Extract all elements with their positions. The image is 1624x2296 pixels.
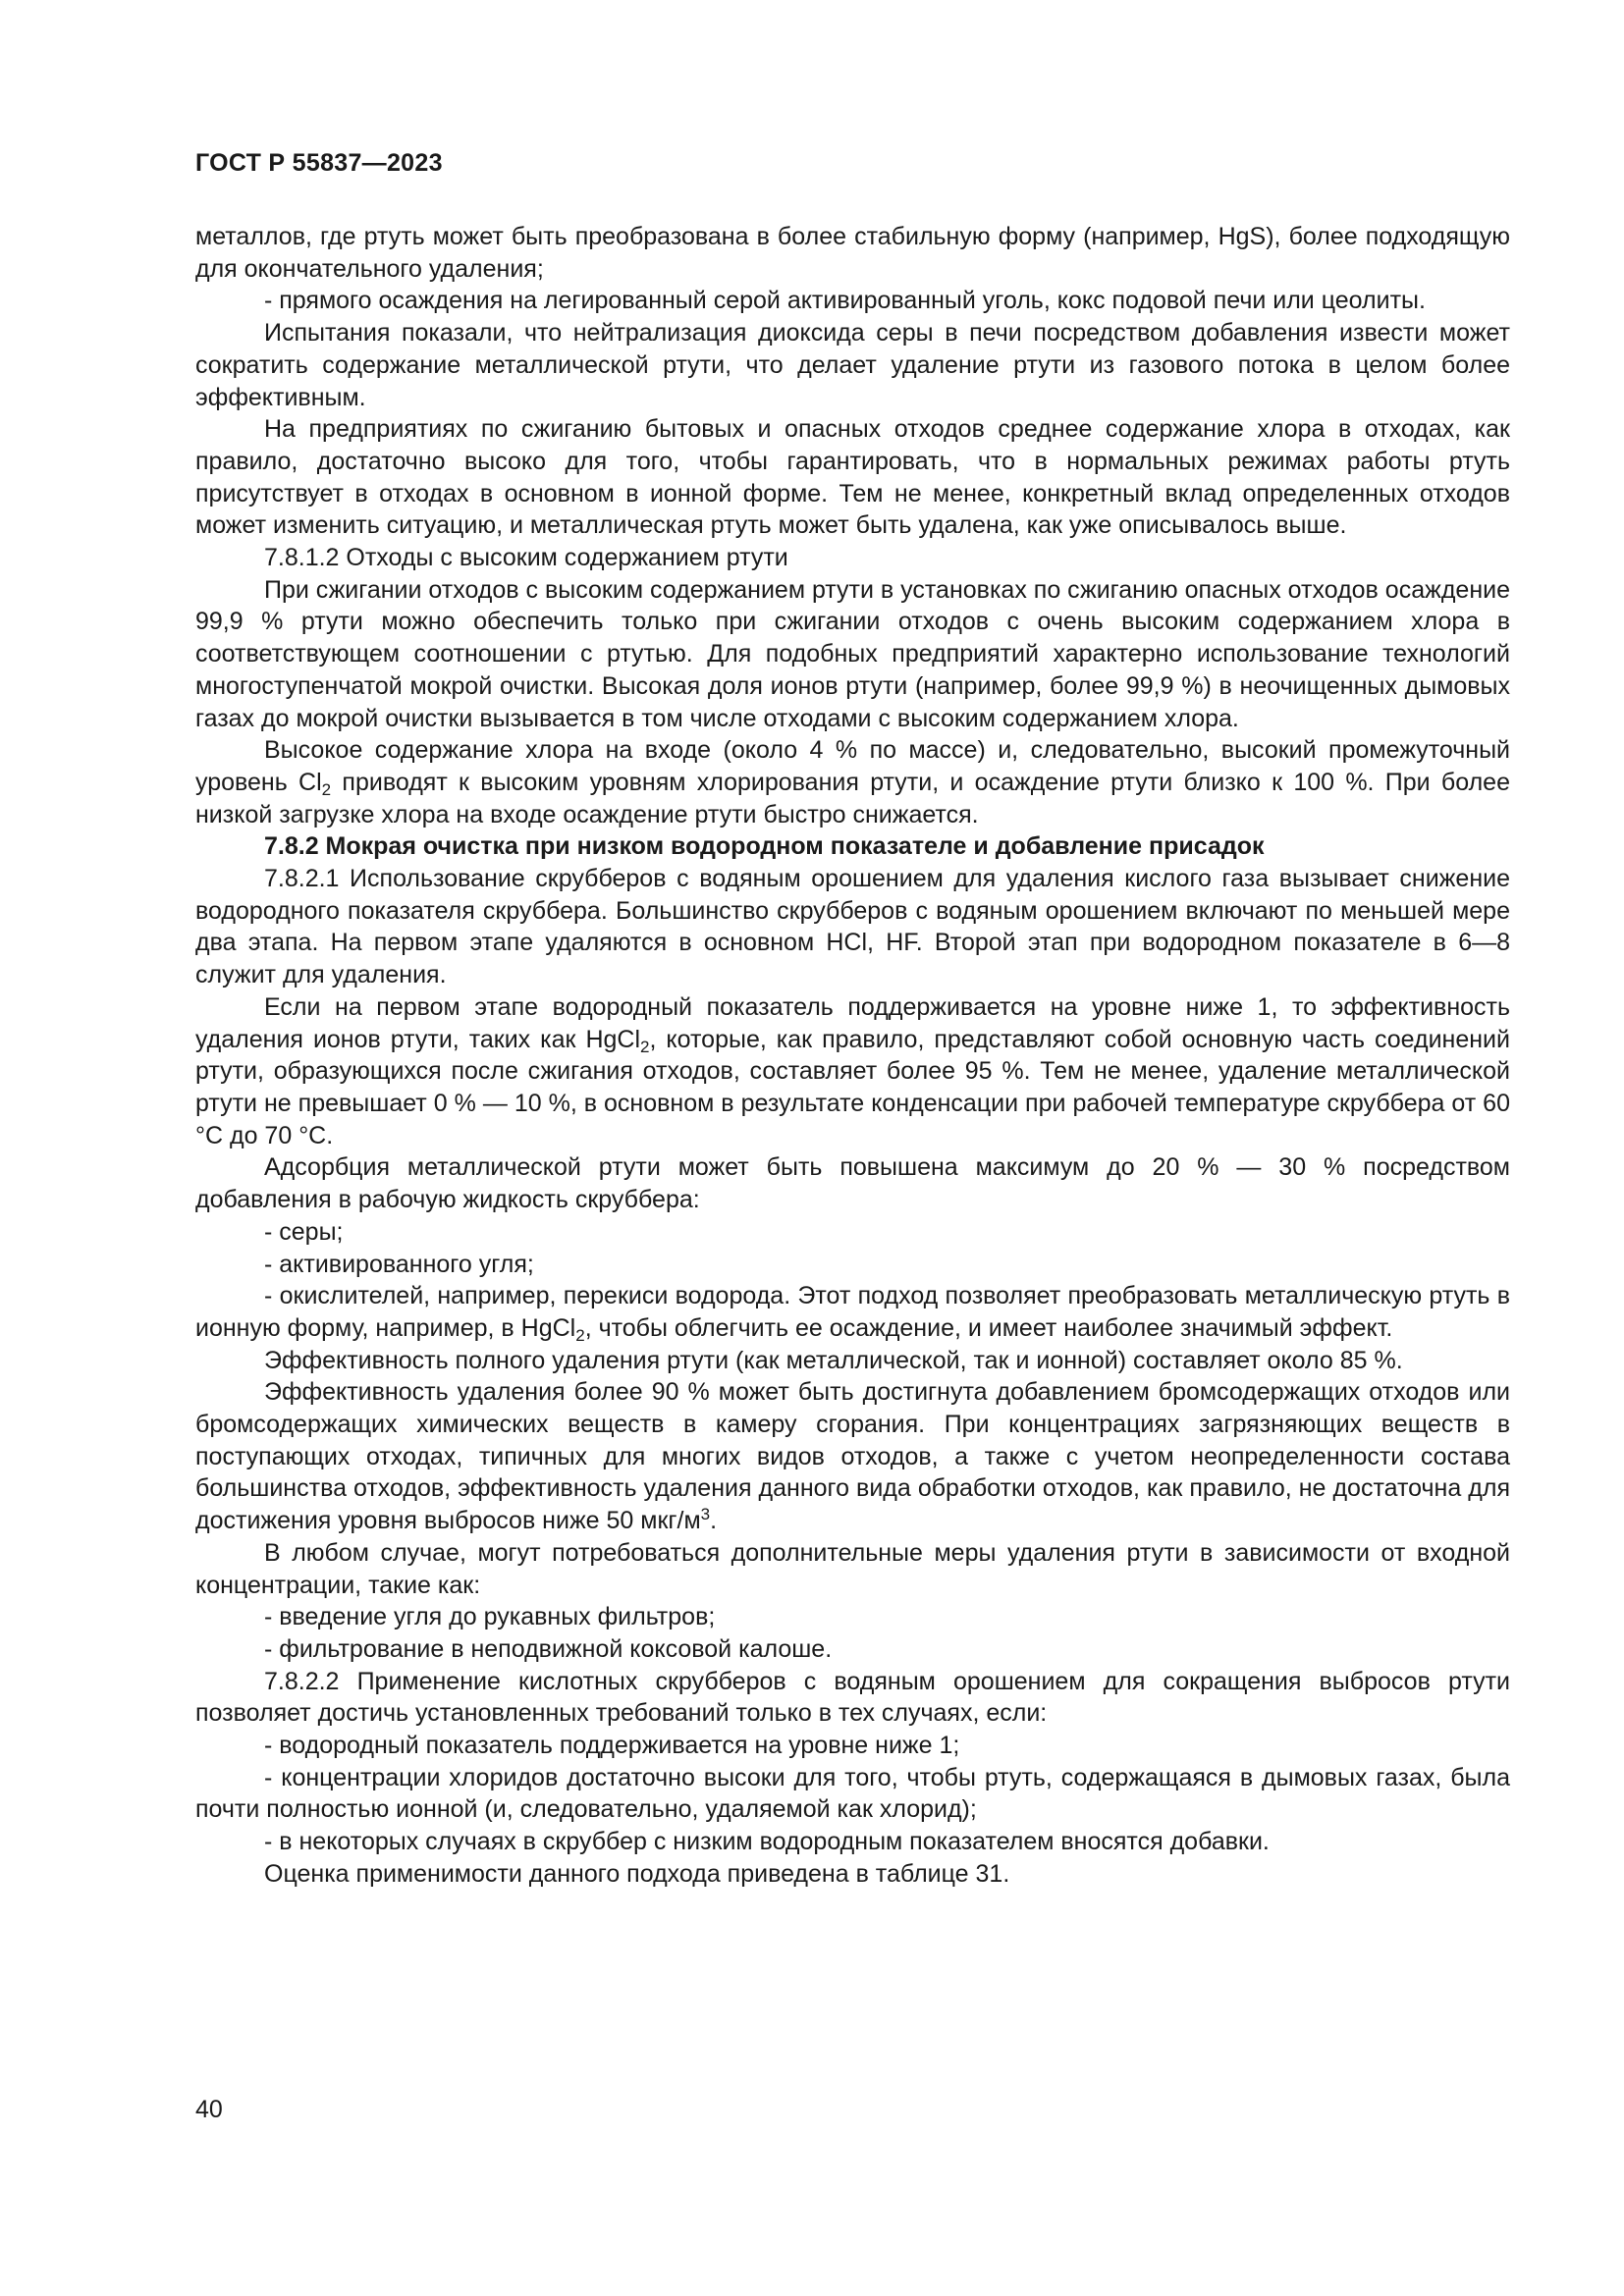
section-heading: 7.8.2 Мокрая очистка при низком водородном показателе и добавление присадок [264, 832, 1265, 861]
paragraph: При сжигании отходов с высоким содержанием ртути в установках по сжиганию опасных отходов осаждение 99,9 % ртути можно обеспечить только при сжигании отходов с очень высоким содержанием хлора в соответствующем соотношении с ртутью. Для подобных предприятий характерно использование технологий многоступенчатой мокрой очистки. Высокая доля ионов ртути (например, более 99,9 %) в неочищенных дымовых газах до мокрой очистки вызывается в том числе отходами с высоким содержанием хлора. [195, 575, 1510, 732]
paragraph: 7.8.1.2 Отходы с высоким содержанием ртути [264, 544, 788, 572]
paragraph: 7.8.2.1 Использование скрубберов с водяным орошением для удаления кислого газа вызывает снижение водородного показателя скруббера. Большинство скрубберов с водяным орошением включают по меньшей мере два этапа. На первом этапе удаляются в основном HCl, HF. Второй этап при водородном показателе в 6—8 служит для удаления. [195, 865, 1510, 989]
paragraph: В любом случае, могут потребоваться дополнительные меры удаления ртути в зависимости от входной концентрации, такие как: [195, 1538, 1510, 1599]
paragraph: - введение угля до рукавных фильтров; [264, 1603, 716, 1631]
paragraph: - серы; [264, 1217, 344, 1246]
paragraph: - водородный показатель поддерживается на уровне ниже 1; [264, 1732, 960, 1760]
paragraph: Эффективность удаления более 90 % может быть достигнута добавлением бромсодержащих отходов или бромсодержащих химических веществ в камеру сгорания. При концентрациях загрязняющих веществ в поступающих отходах, типичных для многих видов отходов, а также с учетом неопределенности состава большинства отходов, эффективность удаления данного вида обработки отходов, как правило, не достаточна для достижения уровня выбросов ниже 50 мкг/$м^3$. [195, 1378, 1510, 1535]
paragraph: - активированного угля; [264, 1250, 534, 1278]
paragraph: Оценка применимости данного подхода приведена в таблице 31. [264, 1859, 1010, 1888]
paragraph: Адсорбция металлической ртути может быть повышена максимум до 20 % — 30 % посредством добавления в рабочую жидкость скруббера: [195, 1153, 1510, 1214]
paragraph: На предприятиях по сжиганию бытовых и опасных отходов среднее содержание хлора в отходах, как правило, достаточно высоко для того, чтобы гарантировать, что в нормальных режимах работы ртуть присутствует в отходах в основном в ионной форме. Тем не менее, конкретный вклад определенных отходов может изменить ситуацию, и металлическая ртуть может быть удалена, как уже описывалось выше. [195, 415, 1510, 540]
paragraph: - концентрации хлоридов достаточно высоки для того, чтобы ртуть, содержащаяся в дымовых газах, была почти полностью ионной (и, следовательно, удаляемой как хлорид); [195, 1763, 1510, 1824]
paragraph: 7.8.2.2 Применение кислотных скрубберов с водяным орошением для сокращения выбросов ртути позволяет достичь установленных требований только в тех случаях, если: [195, 1667, 1510, 1728]
page-number: 40 [195, 2096, 223, 2123]
paragraph: Если на первом этапе водородный показатель поддерживается на уровне ниже 1, то эффективность удаления ионов ртути, таких как HgCl$_2$, которые, как правило, представляют собой основную часть соединений ртути, образующихся после сжигания отходов, составляет более 95 %. Тем не менее, удаление металлической ртути не превышает 0 % — 10 %, в основном в результате конденсации при рабочей температуре скруббера от 60 °С до 70 °С. [195, 992, 1510, 1149]
paragraph: - окислителей, например, перекиси водорода. Этот подход позволяет преобразовать металлическую ртуть в ионную форму, например, в HgCl$_2$, чтобы облегчить ее осаждение, и имеет наиболее значимый эффект. [195, 1282, 1510, 1345]
paragraph: - в некоторых случаях в скруббер с низким водородным показателем вносятся добавки. [264, 1828, 1270, 1856]
paragraph: металлов, где ртуть может быть преобразована в более стабильную форму (например, HgS), более подходящую для окончательного удаления; [195, 223, 1510, 283]
document-body [195, 221, 1510, 1891]
paragraph: Эффективность полного удаления ртути (как металлической, так и ионной) составляет около 85 %. [264, 1346, 1403, 1374]
document-header: ГОСТ Р 55837—2023 [195, 149, 443, 177]
paragraph: Испытания показали, что нейтрализация диоксида серы в печи посредством добавления извести может сократить содержание металлической ртути, что делает удаление ртути из газового потока в целом более эффективным. [195, 319, 1510, 411]
paragraph: - прямого осаждения на легированный серой активированный уголь, кокс подовой печи или цеолиты. [264, 287, 1426, 315]
paragraph: Высокое содержание хлора на входе (около 4 % по массе) и, следовательно, высокий промежуточный уровень $Cl_2$ приводят к высоким уровням хлорирования ртути, и осаждение ртути близко к 100 %. При более низкой загрузке хлора на входе осаждение ртути быстро снижается. [195, 736, 1510, 828]
paragraph: - фильтрование в неподвижной коксовой калоше. [264, 1634, 833, 1663]
